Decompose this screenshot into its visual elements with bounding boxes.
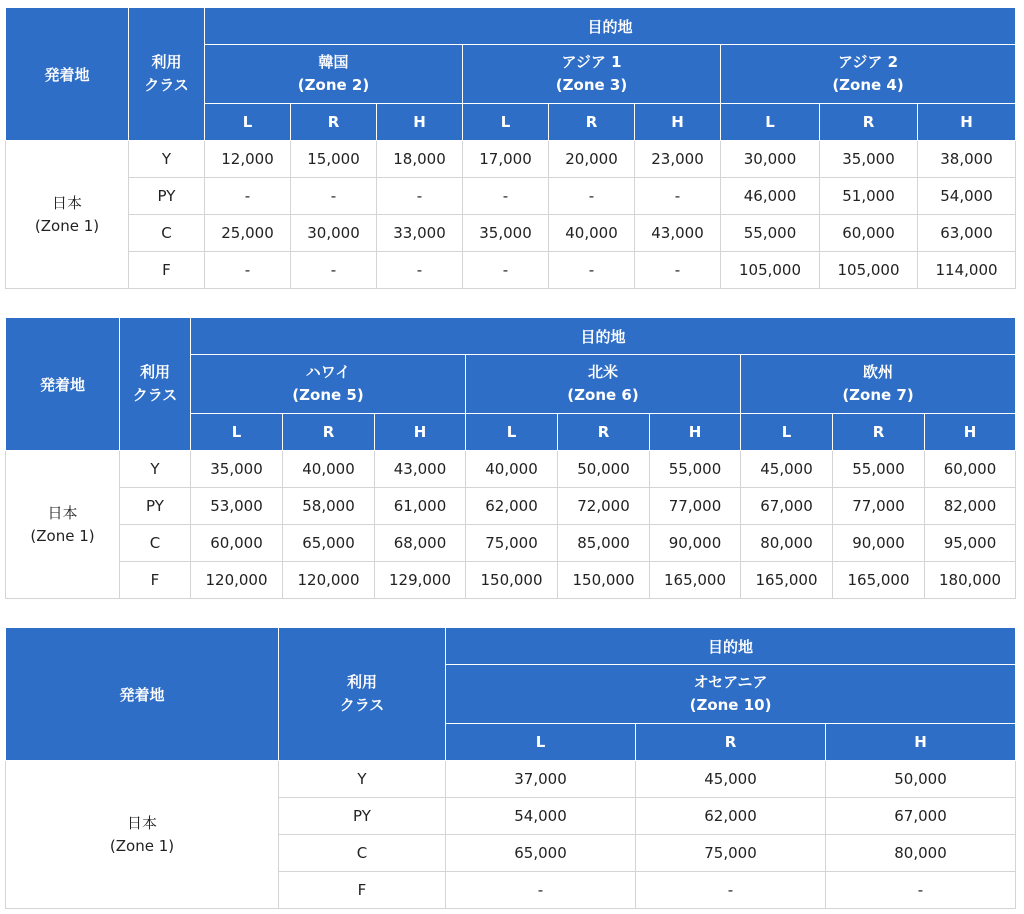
- fare-cell: 90,000: [833, 525, 925, 562]
- table-row: [6, 215, 1016, 252]
- fare-cell: -: [205, 178, 291, 215]
- zone-header: 欧州 (Zone 7): [741, 355, 1016, 414]
- fare-cell: 165,000: [741, 562, 833, 599]
- fare-cell: 60,000: [820, 215, 918, 252]
- fare-cell: 67,000: [826, 798, 1016, 835]
- fare-cell: -: [463, 178, 549, 215]
- table-row: [6, 141, 1016, 178]
- class-cell: F: [120, 562, 191, 599]
- fare-cell: -: [826, 872, 1016, 909]
- fare-level-header: H: [377, 104, 463, 141]
- fare-cell: 62,000: [636, 798, 826, 835]
- table-row: [6, 252, 1016, 289]
- class-header: 利用 クラス: [279, 628, 446, 761]
- fare-level-header: L: [191, 414, 283, 451]
- fare-level-header: L: [446, 724, 636, 761]
- origin-cell: 日本 (Zone 1): [6, 451, 120, 599]
- table-row: [6, 562, 1016, 599]
- fare-cell: 180,000: [925, 562, 1016, 599]
- fare-cell: 55,000: [721, 215, 820, 252]
- fare-cell: 12,000: [205, 141, 291, 178]
- class-cell: Y: [279, 761, 446, 798]
- class-cell: PY: [129, 178, 205, 215]
- class-cell: F: [129, 252, 205, 289]
- fare-cell: 54,000: [446, 798, 636, 835]
- fare-cell: 60,000: [191, 525, 283, 562]
- fare-cell: 50,000: [558, 451, 650, 488]
- fare-cell: 35,000: [191, 451, 283, 488]
- fare-cell: 43,000: [635, 215, 721, 252]
- zone-header: 韓国 (Zone 2): [205, 45, 463, 104]
- fare-cell: 77,000: [650, 488, 741, 525]
- fare-cell: 15,000: [291, 141, 377, 178]
- fare-cell: 75,000: [466, 525, 558, 562]
- fare-cell: 17,000: [463, 141, 549, 178]
- fare-cell: 55,000: [833, 451, 925, 488]
- zone-header: アジア 2 (Zone 4): [721, 45, 1016, 104]
- origin-header: 発着地: [6, 318, 120, 451]
- fare-cell: 85,000: [558, 525, 650, 562]
- destination-header: 目的地: [191, 318, 1016, 355]
- fare-cell: 45,000: [636, 761, 826, 798]
- zone-header: ハワイ (Zone 5): [191, 355, 466, 414]
- fare-cell: -: [549, 252, 635, 289]
- fare-cell: 25,000: [205, 215, 291, 252]
- fare-cell: 150,000: [558, 562, 650, 599]
- origin-header: 発着地: [6, 8, 129, 141]
- class-cell: Y: [129, 141, 205, 178]
- fare-cell: 45,000: [741, 451, 833, 488]
- fare-cell: -: [291, 178, 377, 215]
- fare-level-header: H: [826, 724, 1016, 761]
- fare-level-header: H: [918, 104, 1016, 141]
- fare-cell: -: [635, 178, 721, 215]
- fare-level-header: R: [283, 414, 375, 451]
- class-cell: C: [120, 525, 191, 562]
- fare-level-header: H: [925, 414, 1016, 451]
- fare-cell: -: [205, 252, 291, 289]
- origin-header: 発着地: [6, 628, 279, 761]
- class-header: 利用 クラス: [129, 8, 205, 141]
- fare-table-asia: [5, 7, 1016, 289]
- fare-level-header: R: [558, 414, 650, 451]
- destination-header: 目的地: [446, 628, 1016, 665]
- class-cell: PY: [120, 488, 191, 525]
- fare-table-long-haul: [5, 317, 1016, 599]
- fare-cell: 63,000: [918, 215, 1016, 252]
- fare-level-header: L: [741, 414, 833, 451]
- fare-cell: -: [446, 872, 636, 909]
- fare-cell: 80,000: [826, 835, 1016, 872]
- fare-cell: 114,000: [918, 252, 1016, 289]
- fare-level-header: H: [650, 414, 741, 451]
- fare-cell: 165,000: [650, 562, 741, 599]
- fare-table-oceania: [5, 627, 1016, 909]
- fare-cell: 80,000: [741, 525, 833, 562]
- fare-level-header: R: [549, 104, 635, 141]
- fare-level-header: R: [833, 414, 925, 451]
- fare-cell: 90,000: [650, 525, 741, 562]
- class-cell: PY: [279, 798, 446, 835]
- fare-cell: 129,000: [375, 562, 466, 599]
- fare-cell: 30,000: [721, 141, 820, 178]
- fare-cell: 77,000: [833, 488, 925, 525]
- origin-cell: 日本 (Zone 1): [6, 761, 279, 909]
- fare-cell: 51,000: [820, 178, 918, 215]
- fare-cell: 150,000: [466, 562, 558, 599]
- fare-cell: 65,000: [283, 525, 375, 562]
- fare-cell: 72,000: [558, 488, 650, 525]
- fare-cell: 37,000: [446, 761, 636, 798]
- fare-cell: 50,000: [826, 761, 1016, 798]
- table-row: [6, 451, 1016, 488]
- fare-cell: 55,000: [650, 451, 741, 488]
- fare-cell: 105,000: [721, 252, 820, 289]
- destination-header: 目的地: [205, 8, 1016, 45]
- fare-cell: 35,000: [463, 215, 549, 252]
- table-row: [6, 488, 1016, 525]
- fare-level-header: R: [636, 724, 826, 761]
- fare-cell: 62,000: [466, 488, 558, 525]
- fare-cell: 40,000: [466, 451, 558, 488]
- fare-cell: 61,000: [375, 488, 466, 525]
- fare-level-header: L: [721, 104, 820, 141]
- fare-cell: 58,000: [283, 488, 375, 525]
- fare-cell: 54,000: [918, 178, 1016, 215]
- fare-cell: 20,000: [549, 141, 635, 178]
- fare-cell: 95,000: [925, 525, 1016, 562]
- zone-header: アジア 1 (Zone 3): [463, 45, 721, 104]
- fare-cell: 60,000: [925, 451, 1016, 488]
- fare-cell: 40,000: [549, 215, 635, 252]
- fare-cell: 120,000: [191, 562, 283, 599]
- fare-cell: -: [463, 252, 549, 289]
- fare-cell: 105,000: [820, 252, 918, 289]
- fare-level-header: R: [291, 104, 377, 141]
- fare-cell: -: [377, 252, 463, 289]
- fare-cell: 40,000: [283, 451, 375, 488]
- fare-cell: 30,000: [291, 215, 377, 252]
- fare-cell: 53,000: [191, 488, 283, 525]
- origin-cell: 日本 (Zone 1): [6, 141, 129, 289]
- fare-cell: 120,000: [283, 562, 375, 599]
- class-cell: C: [279, 835, 446, 872]
- fare-level-header: H: [635, 104, 721, 141]
- zone-header: 北米 (Zone 6): [466, 355, 741, 414]
- fare-cell: 18,000: [377, 141, 463, 178]
- class-header: 利用 クラス: [120, 318, 191, 451]
- fare-cell: 165,000: [833, 562, 925, 599]
- fare-level-header: L: [205, 104, 291, 141]
- class-cell: F: [279, 872, 446, 909]
- class-cell: C: [129, 215, 205, 252]
- table-row: [6, 761, 1016, 798]
- fare-level-header: R: [820, 104, 918, 141]
- fare-level-header: L: [463, 104, 549, 141]
- fare-cell: -: [291, 252, 377, 289]
- fare-cell: -: [377, 178, 463, 215]
- fare-cell: -: [549, 178, 635, 215]
- fare-cell: 35,000: [820, 141, 918, 178]
- zone-header: オセアニア (Zone 10): [446, 665, 1016, 724]
- class-cell: Y: [120, 451, 191, 488]
- fare-cell: 46,000: [721, 178, 820, 215]
- fare-cell: 82,000: [925, 488, 1016, 525]
- fare-cell: 33,000: [377, 215, 463, 252]
- fare-cell: 38,000: [918, 141, 1016, 178]
- fare-cell: -: [636, 872, 826, 909]
- fare-cell: 75,000: [636, 835, 826, 872]
- fare-cell: 65,000: [446, 835, 636, 872]
- fare-cell: 68,000: [375, 525, 466, 562]
- fare-cell: 23,000: [635, 141, 721, 178]
- fare-level-header: L: [466, 414, 558, 451]
- table-row: [6, 178, 1016, 215]
- fare-cell: 67,000: [741, 488, 833, 525]
- fare-level-header: H: [375, 414, 466, 451]
- table-row: [6, 525, 1016, 562]
- fare-cell: 43,000: [375, 451, 466, 488]
- fare-cell: -: [635, 252, 721, 289]
